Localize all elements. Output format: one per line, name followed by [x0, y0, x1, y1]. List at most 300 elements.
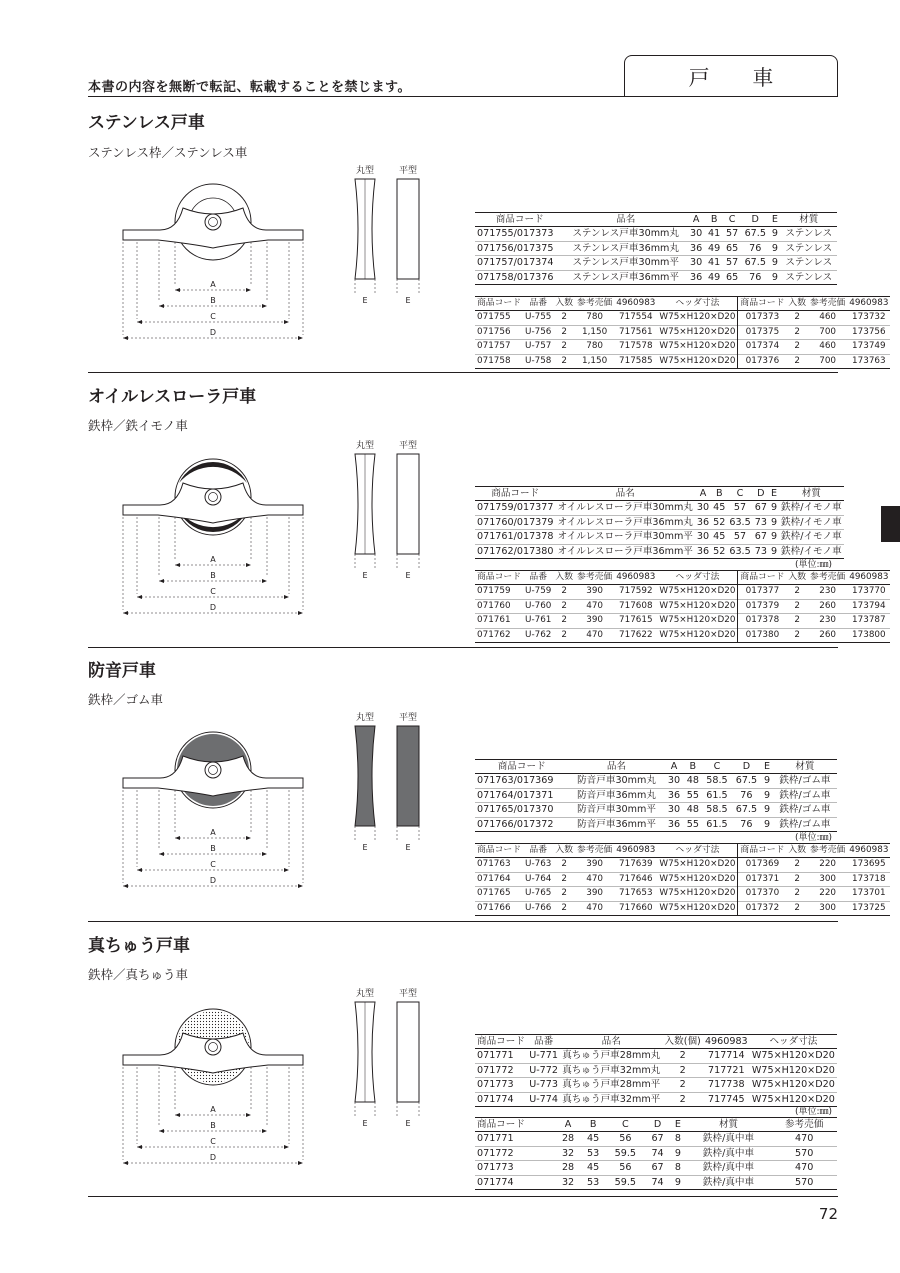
table-cell: U-771 [529, 1050, 558, 1062]
table-row [475, 585, 890, 599]
table-cell: 470 [586, 600, 604, 611]
table-row [475, 774, 837, 788]
table-cell: U-755 [525, 312, 552, 323]
table-cell: 真ちゅう戸車28mm丸 [562, 1050, 661, 1062]
table-row [475, 1063, 837, 1077]
table-cell: 470 [794, 1133, 814, 1145]
table-cell: 2 [561, 902, 568, 913]
section-divider [88, 372, 838, 373]
table-cell: 017375 [738, 325, 787, 339]
table-cell: 58.5 [706, 804, 728, 816]
table-cell: 470 [794, 1162, 814, 1174]
table-cell: ステンレス戸車36mm平 [572, 271, 679, 283]
table-cell: 55 [686, 818, 699, 830]
table-header-row: 商品コード 品番 入数 参考売価 4960983 ヘッダ寸法 商品コード 入数 参考売価 4960983 [475, 571, 890, 585]
dimension-c-label: C [210, 1137, 216, 1146]
table-cell: 700 [819, 355, 837, 366]
flat-type-label: 平型 [398, 989, 418, 999]
table-cell: 017372 [738, 901, 787, 915]
table-row [475, 1175, 837, 1189]
table-cell: W75×H120×D20 [659, 600, 736, 611]
axle-hub [205, 762, 221, 778]
table-cell: 76 [749, 271, 762, 283]
table-cell: 780 [586, 312, 604, 323]
table-cell: 2 [794, 586, 801, 597]
table-cell: 071758/017376 [477, 271, 554, 283]
flat-type-label: 平型 [398, 713, 418, 723]
table-cell: 173770 [852, 586, 886, 597]
table-cell: 071762 [477, 629, 511, 640]
table-cell: W75×H120×D20 [659, 312, 736, 323]
table-cell: 鉄枠/真中車 [702, 1133, 755, 1145]
table-cell: 717585 [619, 355, 653, 366]
table-cell: 2 [561, 615, 568, 626]
table-cell: 173749 [852, 341, 886, 352]
category-tab: 戸 車 [624, 55, 838, 97]
table-cell: 鉄枠/真中車 [702, 1147, 755, 1159]
table-cell: 220 [819, 888, 837, 899]
dimension-e-label: E [405, 296, 411, 305]
table-row [475, 887, 890, 901]
table-row [475, 501, 844, 515]
table-row [475, 241, 837, 255]
wheel-drawing [123, 459, 303, 615]
table-row [475, 817, 837, 831]
table-cell: U-759 [525, 586, 552, 597]
table-row [475, 354, 890, 368]
table-cell: 071764 [477, 873, 511, 884]
table-cell: 717646 [619, 873, 653, 884]
table-cell: 071765/017370 [477, 804, 554, 816]
table-cell: 230 [819, 615, 837, 626]
spec-table-oilless [475, 486, 844, 559]
table-cell: 071774 [477, 1093, 514, 1105]
table-cell: 65 [726, 271, 739, 283]
section-title-soundproof: 防音戸車 [88, 661, 156, 681]
table-row [475, 1078, 837, 1092]
table-cell: ステンレス [785, 257, 833, 269]
table-cell: 2 [794, 341, 801, 352]
table-cell: 173732 [852, 312, 886, 323]
table-header-row: 商品コード 品名 A B C D E 材質 [475, 760, 837, 774]
table-cell: 780 [586, 341, 604, 352]
table-cell: 76 [749, 242, 762, 254]
dimension-e-label: E [362, 843, 368, 852]
round-type-label: 丸型 [355, 989, 375, 999]
table-cell: 071773 [477, 1079, 514, 1091]
table-cell: U-773 [529, 1079, 558, 1091]
table-cell: オイルレスローラ戸車30mm平 [557, 531, 693, 543]
profile-drawing [355, 164, 419, 305]
wheel-drawing [123, 732, 303, 888]
table-row [475, 227, 837, 241]
table-cell: 防音戸車36mm丸 [577, 789, 656, 801]
table-cell: 173701 [852, 888, 886, 899]
table-cell: 460 [819, 341, 837, 352]
table-cell: 2 [794, 888, 801, 899]
table-cell: 67.5 [744, 228, 766, 240]
axle-hub [205, 489, 221, 505]
table-row [475, 1132, 837, 1146]
table-cell: 2 [794, 902, 801, 913]
table-cell: U-756 [525, 326, 552, 337]
table-cell: 48 [686, 804, 699, 816]
table-row [475, 872, 890, 886]
dimension-a-label: A [210, 828, 216, 837]
dimension-d-label: D [209, 603, 217, 612]
table-cell: 鉄枠/真中車 [702, 1176, 755, 1188]
table-cell: 防音戸車36mm平 [577, 818, 656, 830]
table-cell: W75×H120×D20 [751, 1064, 835, 1076]
table-cell: 鉄枠/イモノ車 [781, 516, 842, 528]
table-cell: 鉄枠/イモノ車 [781, 545, 842, 557]
table-cell: 173787 [852, 615, 886, 626]
table-cell: 55 [686, 789, 699, 801]
table-cell: 61.5 [706, 818, 728, 830]
table-cell: W75×H120×D20 [659, 586, 736, 597]
dimension-table-brass [475, 1117, 837, 1190]
table-cell: 30 [690, 228, 703, 240]
table-cell: 56 [619, 1162, 632, 1174]
table-cell: 390 [586, 586, 604, 597]
table-cell: 2 [561, 859, 568, 870]
table-cell: 071756/017375 [477, 242, 554, 254]
dimension-c-label: C [210, 312, 216, 321]
table-cell: 53 [587, 1147, 600, 1159]
table-cell: 017369 [738, 858, 787, 872]
table-cell: 67.5 [735, 775, 758, 787]
table-cell: 173718 [852, 873, 886, 884]
table-cell: 173800 [852, 629, 886, 640]
table-cell: U-757 [525, 341, 552, 352]
table-cell: U-758 [525, 355, 552, 366]
table-cell: 071766 [477, 902, 511, 913]
table-cell: 2 [794, 615, 801, 626]
dimension-d-label: D [209, 1153, 217, 1162]
table-row [475, 628, 890, 642]
table-cell: 32 [561, 1147, 575, 1159]
section-subtitle-stainless: ステンレス枠／ステンレス車 [88, 145, 248, 160]
dimension-c-label: C [210, 587, 216, 596]
section-subtitle-soundproof: 鉄枠／ゴム車 [88, 692, 164, 707]
table-cell: 071761/017378 [477, 531, 554, 543]
table-cell: 57 [726, 257, 739, 269]
table-cell: 017374 [738, 340, 787, 354]
table-cell: 2 [679, 1093, 686, 1105]
table-cell: 071772 [477, 1064, 514, 1076]
table-row [475, 599, 890, 613]
table-cell: 9 [770, 516, 778, 528]
table-cell: 071756 [477, 326, 511, 337]
table-cell: 717578 [619, 341, 653, 352]
table-cell: W75×H120×D20 [659, 873, 736, 884]
table-row [475, 1049, 837, 1063]
table-cell: 49 [708, 271, 721, 283]
table-cell: 8 [674, 1162, 681, 1174]
round-type-label: 丸型 [355, 166, 375, 176]
table-cell: W75×H120×D20 [751, 1093, 835, 1105]
wheel-diagram-soundproof [118, 728, 308, 888]
section-divider [88, 921, 838, 922]
table-cell: 52 [713, 516, 726, 528]
table-cell: 9 [763, 818, 771, 830]
table-cell: 真ちゅう戸車28mm平 [562, 1079, 661, 1091]
table-cell: W75×H120×D20 [659, 355, 736, 366]
table-cell: 鉄枠/ゴム車 [779, 789, 831, 801]
dimension-e-label: E [405, 1119, 411, 1128]
flat-profile [397, 454, 419, 554]
table-cell: 2 [794, 629, 801, 640]
table-cell: 071762/017380 [477, 545, 554, 557]
table-cell: 73 [754, 545, 767, 557]
flat-type-label: 平型 [398, 166, 418, 176]
table-cell: 2 [561, 600, 568, 611]
table-cell: 017370 [738, 887, 787, 901]
table-cell: 2 [679, 1064, 686, 1076]
dimension-a-label: A [210, 555, 216, 564]
table-cell: 65 [726, 242, 739, 254]
table-cell: 30 [667, 804, 681, 816]
table-cell: 9 [674, 1147, 681, 1159]
table-cell: 36 [667, 789, 681, 801]
table-cell: 9 [674, 1176, 681, 1188]
table-cell: 717639 [619, 859, 653, 870]
dimension-d-label: D [209, 328, 217, 337]
table-cell: 071763/017369 [477, 775, 554, 787]
table-cell: 30 [696, 502, 710, 514]
dimension-e-label: E [362, 296, 368, 305]
table-cell: 49 [708, 242, 721, 254]
dimension-a-label: A [210, 1105, 216, 1114]
table-cell: 9 [771, 271, 778, 283]
section-subtitle-brass: 鉄枠／真ちゅう車 [88, 967, 189, 982]
table-cell: 28 [561, 1162, 575, 1174]
table-cell: 071771 [477, 1050, 514, 1062]
axle-hub [205, 1039, 221, 1055]
table-cell: 2 [679, 1050, 686, 1062]
dimension-b-label: B [210, 571, 216, 580]
table-cell: 017380 [738, 628, 787, 642]
flat-profile [397, 179, 419, 279]
table-cell: 017378 [738, 614, 787, 628]
table-row [475, 614, 890, 628]
table-cell: 45 [713, 531, 726, 543]
table-cell: 2 [794, 859, 801, 870]
table-cell: 173695 [852, 859, 886, 870]
table-cell: 2 [561, 355, 568, 366]
table-header-row: 商品コード 品番 品名 入数(個) 4960983 ヘッダ寸法 [475, 1035, 837, 1049]
table-cell: 717660 [619, 902, 653, 913]
table-cell: 2 [794, 873, 801, 884]
table-cell: オイルレスローラ戸車30mm丸 [557, 502, 693, 514]
table-cell: 717615 [619, 615, 653, 626]
wheel-diagram-brass [118, 1005, 308, 1165]
table-cell: 2 [794, 600, 801, 611]
table-cell: 63.5 [729, 516, 751, 528]
table-cell: 2 [794, 355, 801, 366]
table-cell: 57 [726, 228, 739, 240]
table-cell: 45 [713, 502, 726, 514]
table-cell: 2 [561, 326, 568, 337]
table-cell: 36 [696, 516, 710, 528]
table-header-row: 商品コード A B C D E 材質 参考売価 [475, 1118, 837, 1132]
table-cell: U-774 [529, 1093, 558, 1105]
table-cell: U-760 [525, 600, 552, 611]
table-cell: 28 [561, 1133, 575, 1145]
table-cell: 9 [771, 242, 778, 254]
table-row [475, 515, 844, 529]
table-cell: 41 [708, 257, 721, 269]
profile-diagram-oilless [350, 440, 430, 580]
table-cell: 071759/017377 [477, 502, 554, 514]
order-table-stainless [475, 296, 890, 369]
section-subtitle-oilless: 鉄枠／鉄イモノ車 [88, 418, 188, 433]
dimension-c-label: C [210, 860, 216, 869]
header-rule [88, 96, 838, 97]
dimension-a-label: A [210, 280, 216, 289]
table-cell: 45 [587, 1133, 600, 1145]
table-header-row: 商品コード 品名 A B C D E 材質 [475, 487, 844, 501]
flat-profile [397, 726, 419, 826]
table-row [475, 256, 837, 270]
table-cell: 53 [587, 1176, 600, 1188]
table-cell: 071757/017374 [477, 257, 554, 269]
table-row [475, 544, 844, 558]
spec-table-soundproof [475, 759, 837, 832]
table-cell: W75×H120×D20 [659, 326, 736, 337]
table-header-row: 商品コード 品名 A B C D E 材質 [475, 213, 837, 227]
table-cell: W75×H120×D20 [659, 615, 736, 626]
table-cell: 鉄枠/ゴム車 [779, 818, 831, 830]
table-row [475, 325, 890, 339]
table-cell: 真ちゅう戸車32mm丸 [562, 1064, 661, 1076]
table-cell: 36 [696, 545, 710, 557]
table-cell: U-765 [525, 888, 552, 899]
table-cell: 717561 [619, 326, 653, 337]
table-row [475, 1092, 837, 1106]
table-cell: W75×H120×D20 [659, 888, 736, 899]
table-cell: 鉄枠/ゴム車 [779, 775, 831, 787]
table-cell: 300 [819, 902, 837, 913]
table-cell: 717608 [619, 600, 653, 611]
table-cell: 390 [586, 615, 604, 626]
profile-drawing [355, 711, 419, 852]
table-row [475, 788, 837, 802]
table-cell: 56 [619, 1133, 632, 1145]
table-cell: 鉄枠/イモノ車 [781, 502, 842, 514]
table-cell: 570 [794, 1147, 814, 1159]
dimension-e-label: E [405, 571, 411, 580]
table-cell: U-764 [525, 873, 552, 884]
profile-diagram-soundproof [350, 712, 430, 852]
round-type-label: 丸型 [355, 441, 375, 451]
table-cell: 36 [690, 271, 703, 283]
index-tab-marker [881, 506, 900, 542]
section-title-stainless: ステンレス戸車 [88, 113, 205, 133]
section-title-brass: 真ちゅう戸車 [88, 936, 190, 956]
table-cell: 2 [679, 1079, 686, 1091]
table-cell: 260 [819, 600, 837, 611]
table-cell: 173756 [852, 326, 886, 337]
flat-profile [397, 1002, 419, 1102]
table-cell: 2 [561, 586, 568, 597]
table-header-row: 商品コード 品番 入数 参考売価 4960983 ヘッダ寸法 商品コード 入数 参考売価 4960983 [475, 297, 890, 311]
table-cell: 071758 [477, 355, 511, 366]
table-cell: 2 [561, 629, 568, 640]
table-cell: 鉄枠/真中車 [702, 1162, 755, 1174]
profile-diagram-brass [350, 988, 430, 1128]
table-cell: 67.5 [735, 804, 758, 816]
table-cell: 9 [771, 257, 778, 269]
section-divider [88, 647, 838, 648]
table-cell: 67 [754, 502, 767, 514]
table-cell: 390 [586, 888, 604, 899]
table-cell: 717653 [619, 888, 653, 899]
order-table-oilless [475, 570, 890, 643]
flat-type-label: 平型 [398, 441, 418, 451]
table-cell: 41 [708, 228, 721, 240]
table-cell: 57 [733, 502, 747, 514]
table-cell: 071764/017371 [477, 789, 554, 801]
table-cell: 8 [674, 1133, 681, 1145]
table-cell: 74 [651, 1176, 664, 1188]
wheel-diagram-stainless [118, 180, 308, 340]
table-row [475, 340, 890, 354]
table-cell: 36 [690, 242, 703, 254]
table-cell: 173763 [852, 355, 886, 366]
table-cell: 61.5 [706, 789, 728, 801]
dimension-b-label: B [210, 1121, 216, 1130]
table-cell: W75×H120×D20 [751, 1050, 835, 1062]
table-cell: 57 [733, 531, 747, 543]
table-cell: 570 [794, 1176, 814, 1188]
table-cell: 017376 [738, 354, 787, 368]
table-cell: 63.5 [729, 545, 751, 557]
table-cell: 59.5 [614, 1147, 637, 1159]
table-cell: 071766/017372 [477, 818, 554, 830]
table-cell: 2 [561, 888, 568, 899]
table-cell: U-772 [529, 1064, 558, 1076]
table-cell: 017371 [738, 872, 787, 886]
table-row [475, 311, 890, 325]
dimension-e-label: E [362, 571, 368, 580]
table-cell: 017377 [738, 585, 787, 599]
dimension-b-label: B [210, 844, 216, 853]
table-cell: 2 [794, 312, 801, 323]
table-row [475, 530, 844, 544]
table-cell: 173725 [852, 902, 886, 913]
table-cell: W75×H120×D20 [659, 859, 736, 870]
table-cell: 300 [819, 873, 837, 884]
table-cell: 9 [763, 804, 771, 816]
table-cell: 071771 [477, 1133, 514, 1145]
table-cell: 071755 [477, 312, 511, 323]
table-cell: 717714 [707, 1050, 745, 1062]
unit-label: (単位:㎜) [795, 833, 833, 843]
table-cell: 9 [770, 545, 778, 557]
table-cell: 73 [754, 516, 767, 528]
axle-hub [205, 214, 221, 230]
table-cell: 717554 [619, 312, 653, 323]
table-row [475, 803, 837, 817]
table-cell: 67.5 [744, 257, 766, 269]
table-cell: 32 [561, 1176, 575, 1188]
table-cell: 36 [667, 818, 681, 830]
table-cell: 45 [587, 1162, 600, 1174]
profile-diagram-stainless [350, 165, 430, 305]
table-cell: 1,150 [582, 355, 608, 366]
table-cell: 230 [819, 586, 837, 597]
